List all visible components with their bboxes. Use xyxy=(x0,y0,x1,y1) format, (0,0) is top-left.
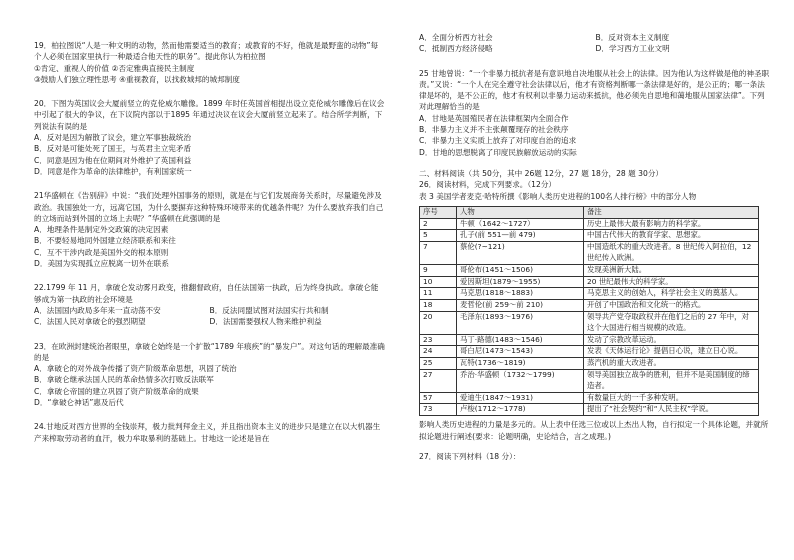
table-cell: 73 xyxy=(420,404,457,416)
table-cell: 提出了“社会契约”和“人民主权”学说。 xyxy=(584,404,759,416)
question-23-stem: 23．在欧洲封建统治者眼里，拿破仑始终是一个扩散“1789 年痕疾”的“暴发户”。对这句话的理解最准确的是 xyxy=(34,341,385,362)
table-row xyxy=(420,288,759,300)
table-cell: 领导共产党夺取政权并在他们之后的 27 年中，对这个大国进行相当规模的改造。 xyxy=(584,312,759,335)
table-header: 备注 xyxy=(584,206,759,218)
question-20-option: A．反对是因为解散了议会，建立军事独裁统治 xyxy=(34,133,192,143)
table-cell: 牛顿（1642～1727） xyxy=(457,218,584,230)
table-cell: 20 世纪最伟大的科学家。 xyxy=(584,276,759,288)
table-cell: 毛泽东(1893～1976) xyxy=(457,312,584,335)
question-20-stem: 20．下图为英国议会大厦前竖立的克伦威尔雕像。1899 年时任英国首相提出设立克伦威尔雕像后在议会中引起了很大的争议，在下议院内部以于1895 年通过决议在议会大厦前竖立起来了。结合所学判断，下列说法有误的是 xyxy=(34,99,385,131)
question-24-options xyxy=(419,32,772,55)
table-cell: 孔子(前 551—前 479) xyxy=(457,230,584,242)
question-22-option: A．法国国内政局多年来一直动荡不安 xyxy=(34,305,161,315)
question-22-option: D．法国需要强权人物来维护利益 xyxy=(209,317,322,327)
question-20-option: D．同意是作为革命的法律维护，有利国家统一 xyxy=(34,166,192,176)
question-21-option: A．地理条件是制定外交政策的决定因素 xyxy=(34,225,169,235)
table-cell: 马克思主义的创始人，科学社会主义的奠基人。 xyxy=(584,288,759,300)
table-cell: 马克思(1818～1883) xyxy=(457,288,584,300)
table-cell: 25 xyxy=(420,358,457,370)
table-cell: 领导美国独立战争的胜利，但并不是美国制度的缔造者。 xyxy=(584,370,759,393)
question-21 xyxy=(34,190,385,269)
question-20 xyxy=(34,98,385,177)
question-24-option: C．抵制西方经济侵略 xyxy=(419,44,493,54)
question-20-option: B．反对是可能处死了国王，与英君主立宪矛盾 xyxy=(34,144,192,154)
question-21-option: C．互不干涉内政是美国外交的根本原则 xyxy=(34,247,169,257)
table-row xyxy=(420,392,759,404)
table-row xyxy=(420,404,759,416)
question-24-option: A．全面分析西方社会 xyxy=(419,33,493,42)
table-row xyxy=(420,230,759,242)
table-cell: 9 xyxy=(420,264,457,276)
table-cell: 23 xyxy=(420,334,457,346)
question-25-option: D．甘地的思想脱离了印度民族解放运动的实际 xyxy=(419,147,577,157)
question-24-option: D．学习西方工业文明 xyxy=(595,44,670,54)
table-row xyxy=(420,358,759,370)
table-cell: 有数量巨大的一千多种发明。 xyxy=(584,392,759,404)
table-cell: 11 xyxy=(420,288,457,300)
section-2 xyxy=(419,168,772,462)
table-header: 序号 xyxy=(420,206,457,218)
question-22-option: C．法国人民对拿破仑的强烈期望 xyxy=(34,317,146,327)
question-25-option: B．非暴力主义并不主张颠覆现存的社会秩序 xyxy=(419,125,569,135)
table-cell: 爱因斯坦(1879～1955) xyxy=(457,276,584,288)
table-header: 人物 xyxy=(457,206,584,218)
table-cell: 发现美洲新大陆。 xyxy=(584,264,759,276)
table-cell: 发表《天体运行论》提倡日心说，建立日心说。 xyxy=(584,346,759,358)
question-19-stem: 19．柏拉图说“人是一种文明的动物，然而他需要适当的教育；或教育的不好，他就是最野蛮的动物”每个人必须在国家里执行一种最适合他天性的职务”。提此你认为柏拉图 xyxy=(34,41,379,62)
table-cell: 开创了中国政治和文化统一的格式。 xyxy=(584,300,759,312)
question-19-option: ①肯定、重视人的价值 ②否定雅典直接民主制度 xyxy=(34,63,195,73)
table-cell: 麦哲伦(前 259～前 210) xyxy=(457,300,584,312)
question-23-option: D．“拿破仑神话”惠及后代 xyxy=(34,398,124,408)
question-19-option: ③鼓励人们独立理性思考 ④重视教育，以找救城邦的城邦制度 xyxy=(34,74,240,84)
question-25-option: A．甘地是英国殖民者在法律框架内全面合作 xyxy=(419,113,569,123)
table-cell: 24 xyxy=(420,346,457,358)
table-cell: 18 xyxy=(420,300,457,312)
question-25-stem: 25 甘地曾说：“一个非暴力抵抗者是有意识地自决地服从社会上的法律。因为他认为这样做是他的神圣职 责。”又说：“一个人在完全遵守社会法律以后，他才有资格判断哪一条法律是好的，是公正的；哪一条法律是坏的，是不公正的，他才有权利以非暴力运动来抵抗，他必须先自思地和蔼地服从国家法律”。下列对此理解恰当的是 xyxy=(419,68,770,112)
question-23-option: A．拿破仑的对外战争传播了资产阶级革命思想，巩固了统治 xyxy=(34,364,237,374)
table-cell: 27 xyxy=(420,370,457,393)
question-25 xyxy=(419,68,772,158)
table-cell: 哥白尼(1473～1543) xyxy=(457,346,584,358)
table-cell: 蒸汽机的重大改进者。 xyxy=(584,358,759,370)
table-cell: 7 xyxy=(420,242,457,265)
question-21-stem: 21华盛顿在《告别辞》中说：“我们处理外国事务的原则，就是在与它们发展商务关系时，尽量避免涉及政治。我国独处一方，远离它国，为什么要摒弃这种特殊环境带来的优越条件呢？为什么要放弃我们自己的立场而站到外国的立场上去呢？”华盛顿在此强调的是 xyxy=(34,191,384,223)
table-row xyxy=(420,312,759,335)
table-caption: 表 3 美国学者麦克·哈特所撰《影响人类历史进程的100名人排行榜》中的部分人物 xyxy=(419,191,697,201)
question-24-option: B．反对资本主义制度 xyxy=(595,33,670,42)
question-24-stem: 24.甘地反对西方世界的全钱崇拜，极力批判拜金主义，并且指出资本主义的进步只是建立在以大机器生产来榨取劳动者的血汗，极力牟取暴利的基础上。甘地这一论述是旨在 xyxy=(34,422,381,443)
question-22-option: B．反法同盟试图对法国实行共和制 xyxy=(209,305,329,315)
table-cell: 10 xyxy=(420,276,457,288)
table-cell: 爱迪生(1847～1931) xyxy=(457,392,584,404)
question-22 xyxy=(34,282,385,327)
question-23-option: B．拿破仑继承法国人民的革命热情多次打败反法联军 xyxy=(34,375,214,385)
section-title: 二、材料阅读（共 50分，其中 26题 12分，27 题 18分，28 题 30分） xyxy=(419,168,664,178)
right-column xyxy=(397,0,794,560)
table-cell: 瓦特(1736～1819) xyxy=(457,358,584,370)
table-row xyxy=(420,264,759,276)
table-cell: 历史上最伟大最有影响力的科学家。 xyxy=(584,218,759,230)
question-24 xyxy=(34,421,385,444)
question-19 xyxy=(34,40,385,85)
question-22-stem: 22.1799 年 11 月，拿破仑发动雾月政变，推翻督政府，自任法国第一执政，后为终身执政。拿破仑能够成为第一执政的社会环境是 xyxy=(34,283,379,304)
table-row xyxy=(420,276,759,288)
question-20-option: C．同意是因为他在位期间对外维护了英国利益 xyxy=(34,155,192,165)
table-cell: 中国造纸术的重大改进者。8 世纪传入阿拉伯，12 世纪传入欧洲。 xyxy=(584,242,759,265)
table-cell: 发动了宗教改革运动。 xyxy=(584,334,759,346)
table-row xyxy=(420,334,759,346)
question-26-title: 26．阅读材料，完成下列要求。（12分） xyxy=(419,180,557,190)
question-21-option: D．美国为实现孤立应脱离一切外在联系 xyxy=(34,259,169,269)
question-23 xyxy=(34,341,385,409)
table-cell: 5 xyxy=(420,230,457,242)
table-row xyxy=(420,242,759,265)
table-row xyxy=(420,346,759,358)
table-header-row xyxy=(420,206,759,218)
table-cell: 乔治·华盛顿（1732～1799) xyxy=(457,370,584,393)
table-cell: 中国古代伟大的教育学家、思想家。 xyxy=(584,230,759,242)
table-cell: 蔡伦(?~121) xyxy=(457,242,584,265)
table-cell: 哥伦布(1451～1506) xyxy=(457,264,584,276)
figures-table xyxy=(419,206,759,416)
question-26-instruction: 影响人类历史进程的力量是多元的。从上表中任选三位或以上杰出人物，自行拟定一个具体论题，并就所拟论题进行阐述(要求：论题明确，史论结合，言之成理。) xyxy=(419,420,769,441)
table-row xyxy=(420,370,759,393)
question-27-title: 27．阅读下列材料（18 分）： xyxy=(419,451,521,461)
question-25-option: C．非暴力主义实质上放弃了对印度自治的追求 xyxy=(419,136,577,146)
table-cell: 卢梭(1712～1778) xyxy=(457,404,584,416)
question-21-option: B．不要轻易地同外国建立经济联系和来往 xyxy=(34,236,176,246)
table-row xyxy=(420,300,759,312)
question-23-option: C．拿破仑帝国的建立巩固了资产阶级革命的成果 xyxy=(34,386,199,396)
table-cell: 2 xyxy=(420,218,457,230)
table-row xyxy=(420,218,759,230)
table-cell: 57 xyxy=(420,392,457,404)
table-cell: 马丁·路德(1483～1546) xyxy=(457,334,584,346)
table-cell: 20 xyxy=(420,312,457,335)
